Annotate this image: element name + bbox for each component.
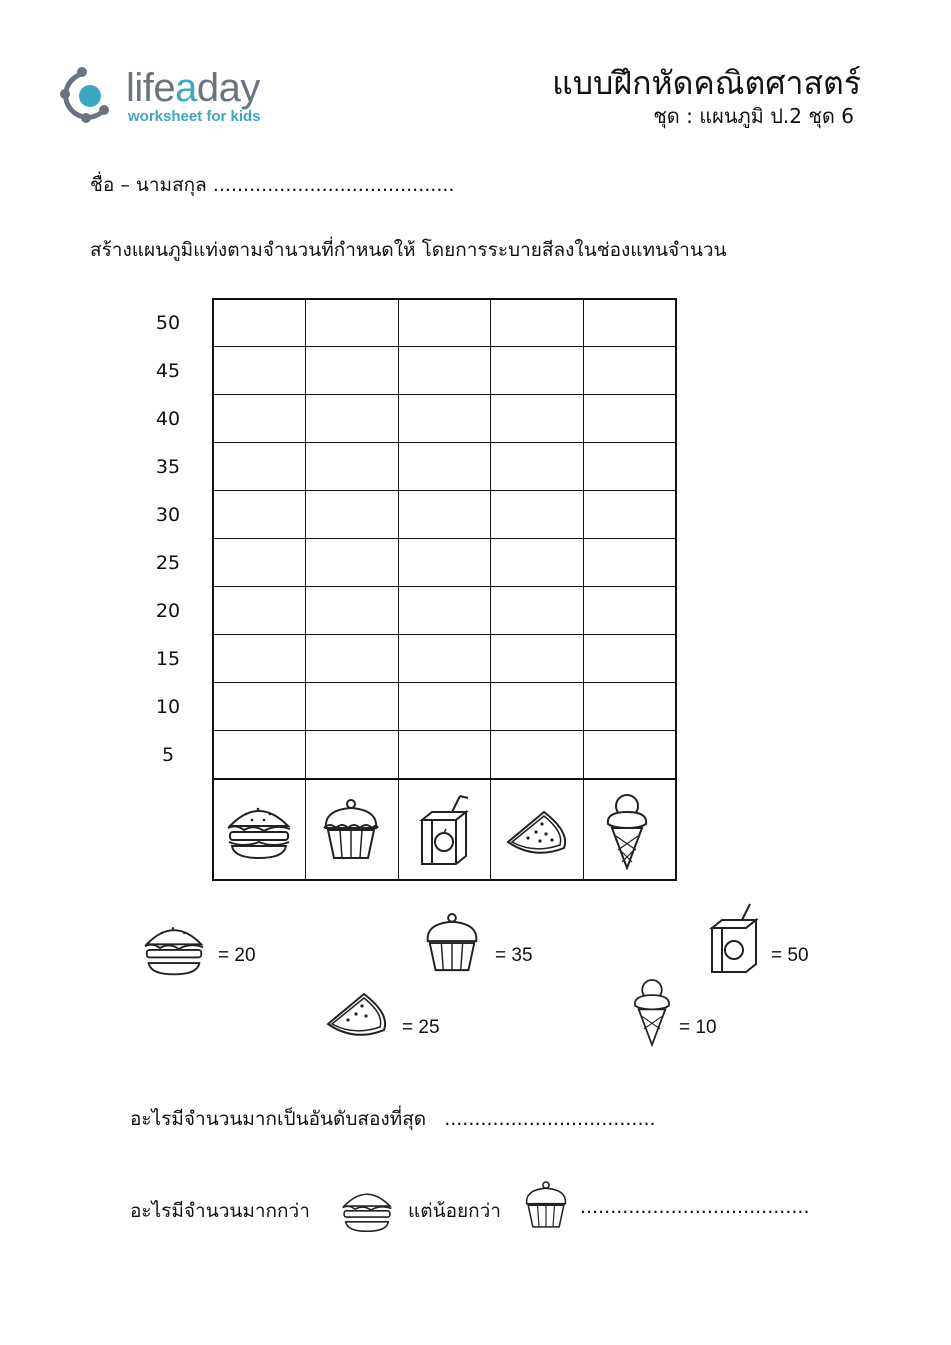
grid-cell[interactable]	[212, 586, 306, 635]
legend-ice-cream-value: = 10	[679, 1017, 717, 1038]
legend-juice-box-icon	[706, 902, 764, 976]
grid-cell[interactable]	[490, 730, 584, 779]
grid-cell[interactable]	[490, 682, 584, 731]
grid-cell[interactable]	[212, 490, 306, 539]
grid-cell[interactable]	[212, 346, 306, 395]
grid-cell[interactable]	[490, 442, 584, 491]
grid-cell[interactable]	[583, 586, 677, 635]
page-subtitle: ชุด : แผนภูมิ ป.2 ชุด 6	[653, 104, 854, 128]
grid-cell[interactable]	[398, 586, 492, 635]
legend-juice-box-value: = 50	[771, 945, 809, 966]
y-tick-label: 25	[155, 552, 181, 574]
grid-cell[interactable]	[398, 682, 492, 731]
grid-cell[interactable]	[398, 394, 492, 443]
question-1-answer-blank[interactable]: ...................................	[444, 1108, 656, 1130]
student-name-field[interactable]: ชื่อ – นามสกุล ........................................	[90, 174, 455, 196]
grid-cell[interactable]	[212, 298, 306, 347]
instruction-text: สร้างแผนภูมิแท่งตามจำนวนที่กำหนดให้ โดยการระบายสีลงในช่องแทนจำนวน	[90, 239, 727, 261]
question-2-answer-blank[interactable]: ......................................	[580, 1196, 810, 1218]
grid-cell[interactable]	[305, 442, 399, 491]
grid-cell[interactable]	[212, 442, 306, 491]
legend-watermelon-icon	[324, 990, 390, 1040]
y-tick-label: 35	[155, 456, 181, 478]
grid-cell[interactable]	[583, 730, 677, 779]
grid-cell[interactable]	[305, 394, 399, 443]
brand-name-accent: a	[175, 66, 197, 110]
grid-cell[interactable]	[305, 586, 399, 635]
brand-logo	[60, 62, 300, 132]
grid-cell[interactable]	[490, 394, 584, 443]
category-ice-cream-icon	[600, 792, 654, 870]
grid-cell[interactable]	[212, 730, 306, 779]
grid-cell[interactable]	[398, 490, 492, 539]
brand-name-part: day	[196, 66, 260, 110]
grid-cell[interactable]	[212, 634, 306, 683]
y-tick-label: 40	[155, 408, 181, 430]
legend-watermelon-value: = 25	[402, 1017, 440, 1038]
question-2	[130, 1196, 310, 1226]
category-cupcake-icon	[320, 798, 382, 864]
grid-cell[interactable]	[583, 490, 677, 539]
category-watermelon-icon	[504, 808, 570, 858]
legend-burger-icon	[138, 918, 210, 980]
grid-cell[interactable]	[305, 682, 399, 731]
logo-mark-icon	[60, 62, 120, 128]
question-1-text: อะไรมีจำนวนมากเป็นอันดับสองที่สุด	[130, 1108, 427, 1130]
grid-cell[interactable]	[398, 538, 492, 587]
brand-tagline: worksheet for kids	[128, 108, 261, 125]
y-tick-label: 5	[161, 744, 175, 766]
category-juice-box-icon	[416, 794, 474, 868]
grid-cell[interactable]	[305, 346, 399, 395]
legend-ice-cream-icon	[628, 972, 676, 1052]
grid-cell[interactable]	[583, 298, 677, 347]
grid-cell[interactable]	[490, 346, 584, 395]
grid-cell[interactable]	[212, 538, 306, 587]
grid-cell[interactable]	[398, 346, 492, 395]
y-tick-label: 20	[155, 600, 181, 622]
grid-cell[interactable]	[583, 442, 677, 491]
grid-cell[interactable]	[583, 346, 677, 395]
grid-cell[interactable]	[305, 730, 399, 779]
grid-cell[interactable]	[490, 634, 584, 683]
grid-cell[interactable]	[490, 586, 584, 635]
grid-cell[interactable]	[583, 394, 677, 443]
grid-cell[interactable]	[583, 538, 677, 587]
question-1	[130, 1104, 656, 1134]
grid-cell[interactable]	[305, 538, 399, 587]
category-burger-icon	[224, 798, 294, 864]
grid-cell[interactable]	[398, 298, 492, 347]
grid-cell[interactable]	[490, 538, 584, 587]
brand-name-part: life	[126, 66, 176, 110]
y-tick-label: 50	[155, 312, 181, 334]
grid-baseline	[212, 778, 677, 780]
grid-cell[interactable]	[305, 634, 399, 683]
y-tick-label: 30	[155, 504, 181, 526]
grid-cell[interactable]	[305, 298, 399, 347]
question-2-text-part2: แต่น้อยกว่า	[408, 1200, 501, 1222]
grid-cell[interactable]	[583, 634, 677, 683]
page-title: แบบฝึกหัดคณิตศาสตร์	[552, 64, 861, 102]
legend-cupcake-value: = 35	[495, 945, 533, 966]
brand-name	[126, 66, 260, 110]
grid-cell[interactable]	[212, 394, 306, 443]
grid-cell[interactable]	[398, 442, 492, 491]
y-tick-label: 10	[155, 696, 181, 718]
y-tick-label: 15	[155, 648, 181, 670]
grid-cell[interactable]	[583, 682, 677, 731]
grid-cell[interactable]	[398, 730, 492, 779]
y-tick-label: 45	[155, 360, 181, 382]
question-2-burger-icon	[338, 1184, 396, 1236]
grid-cell[interactable]	[212, 682, 306, 731]
legend-burger-value: = 20	[218, 945, 256, 966]
question-2-cupcake-icon	[522, 1180, 570, 1232]
grid-cell[interactable]	[490, 298, 584, 347]
grid-cell[interactable]	[398, 634, 492, 683]
legend-cupcake-icon	[422, 912, 482, 976]
grid-cell[interactable]	[490, 490, 584, 539]
grid-cell[interactable]	[305, 490, 399, 539]
question-2-text-part1: อะไรมีจำนวนมากกว่า	[130, 1200, 310, 1222]
